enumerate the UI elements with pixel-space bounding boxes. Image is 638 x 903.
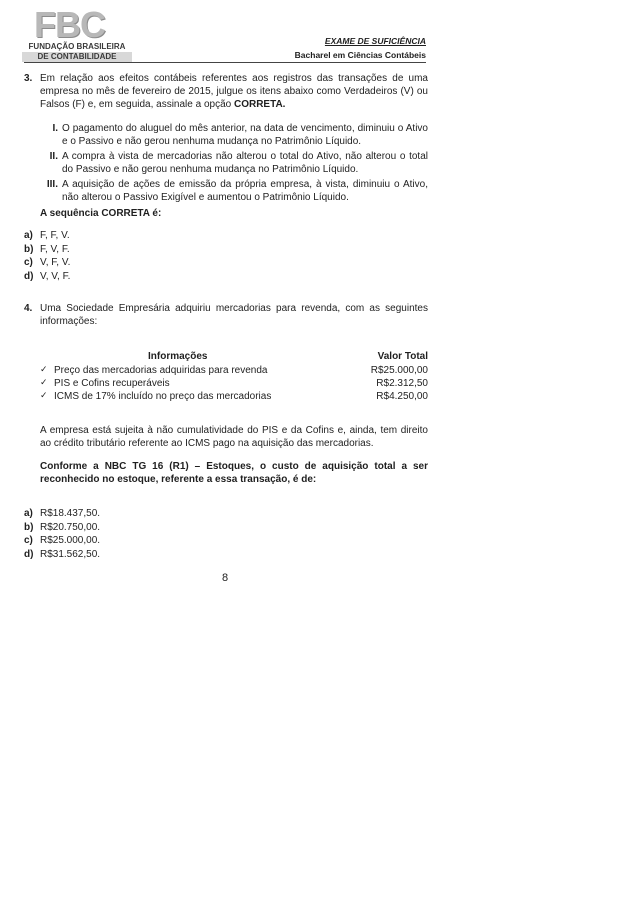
- answer-option[interactable]: [24, 243, 70, 257]
- option-text: R$18.437,50.: [40, 508, 101, 519]
- option-letter: b): [24, 521, 34, 533]
- option-letter: a): [24, 508, 33, 519]
- row-value: R$4.250,00: [376, 391, 428, 402]
- exam-subtitle: Bacharel em Ciências Contábeis: [294, 50, 426, 60]
- header-divider: [24, 62, 426, 63]
- row-description: Preço das mercadorias adquiridas para revenda: [54, 365, 268, 376]
- question-text: Uma Sociedade Empresária adquiriu mercadorias para revenda, com as seguintes informações:: [40, 303, 428, 327]
- question-number: 3.: [24, 73, 33, 84]
- logo-line-1: FUNDAÇÃO BRASILEIRA: [28, 42, 126, 51]
- option-text: F, V, F.: [40, 243, 70, 255]
- option-text: R$25.000,00.: [40, 535, 101, 546]
- option-letter: d): [24, 270, 34, 282]
- statement-text: O pagamento do aluguel do mês anterior, na data de vencimento, diminuiu o Ativo e o Passivo e não gerou nenhuma mudança no Patrimônio Líquido.: [62, 123, 428, 147]
- question-3: [24, 72, 428, 111]
- option-letter: b): [24, 243, 34, 255]
- table-row: [40, 364, 428, 377]
- logo-line-2: DE CONTABILIDADE: [22, 52, 132, 62]
- table-row: [40, 390, 428, 403]
- statement-text: A compra à vista de mercadorias não alterou o total do Ativo, não alterou o total do Passivo e não gerou nenhuma mudança no Patrimônio Líquido.: [62, 151, 428, 175]
- question-text-main: Em relação aos efeitos contábeis referentes aos registros das transações de uma empresa no mês de fevereiro de 2015, julgue os itens abaixo como Verdadeiros (V) ou Falsos (F) e, em seguida, assinale a opção: [40, 73, 428, 110]
- answer-option[interactable]: [24, 270, 70, 284]
- fbc-logo: FBC: [34, 4, 105, 45]
- page-number: 8: [221, 572, 229, 584]
- row-description: PIS e Cofins recuperáveis: [54, 378, 170, 389]
- statement-numeral: I.: [52, 123, 58, 134]
- answer-option[interactable]: [24, 256, 70, 270]
- logo-caption: [22, 42, 132, 62]
- option-text: R$31.562,50.: [40, 548, 101, 560]
- question-4: [24, 302, 428, 328]
- statement-item: [40, 150, 428, 176]
- statement-numeral: II.: [49, 151, 58, 162]
- column-header-info: Informações: [148, 351, 208, 362]
- question-text: [40, 72, 428, 111]
- statement-text: A aquisição de ações de emissão da própria empresa, à vista, diminuiu o Ativo, não alterou o Passivo Exigível e aumentou o Patrimônio Líquido.: [62, 179, 428, 203]
- checkmark-icon: ✓: [40, 365, 48, 375]
- answer-options-q4: [24, 507, 100, 561]
- answer-option[interactable]: [24, 229, 70, 243]
- checkmark-icon: ✓: [40, 378, 48, 388]
- table-row: [40, 377, 428, 390]
- option-text: V, V, F.: [40, 270, 71, 282]
- row-description: ICMS de 17% incluído no preço das mercadorias: [54, 391, 272, 402]
- table-header: [40, 350, 428, 364]
- answer-options-q3: [24, 229, 70, 283]
- answer-option[interactable]: [24, 521, 100, 535]
- answer-option[interactable]: [24, 534, 100, 548]
- question-prompt: A sequência CORRETA é:: [40, 208, 162, 219]
- question-prompt: Conforme a NBC TG 16 (R1) – Estoques, o custo de aquisição total a ser reconhecido no estoque, referente a essa transação, é de:: [40, 461, 428, 485]
- option-letter: c): [24, 257, 33, 268]
- row-value: R$2.312,50: [376, 378, 428, 389]
- question-note: A empresa está sujeita à não cumulatividade do PIS e da Cofins e, ainda, tem direito ao crédito tributário referente ao ICMS pago na aquisição das mercadorias.: [40, 425, 428, 449]
- option-text: V, F, V.: [40, 257, 71, 268]
- statement-item: [40, 122, 428, 148]
- question-text-emphasis: CORRETA.: [233, 99, 286, 110]
- option-letter: d): [24, 548, 34, 560]
- answer-option[interactable]: [24, 548, 100, 562]
- exam-title: EXAME DE SUFICIÊNCIA: [324, 36, 426, 46]
- statement-list: [40, 122, 428, 206]
- answer-option[interactable]: [24, 507, 100, 521]
- option-letter: c): [24, 535, 33, 546]
- question-number: 4.: [24, 303, 33, 314]
- checkmark-icon: ✓: [40, 391, 48, 401]
- page-header: [0, 0, 638, 66]
- option-text: R$20.750,00.: [40, 521, 101, 533]
- option-text: F, F, V.: [40, 230, 70, 241]
- row-value: R$25.000,00: [370, 365, 428, 376]
- option-letter: a): [24, 230, 33, 241]
- column-header-value: Valor Total: [377, 351, 428, 362]
- statement-numeral: III.: [46, 179, 58, 190]
- statement-item: [40, 178, 428, 204]
- information-table: [40, 350, 428, 403]
